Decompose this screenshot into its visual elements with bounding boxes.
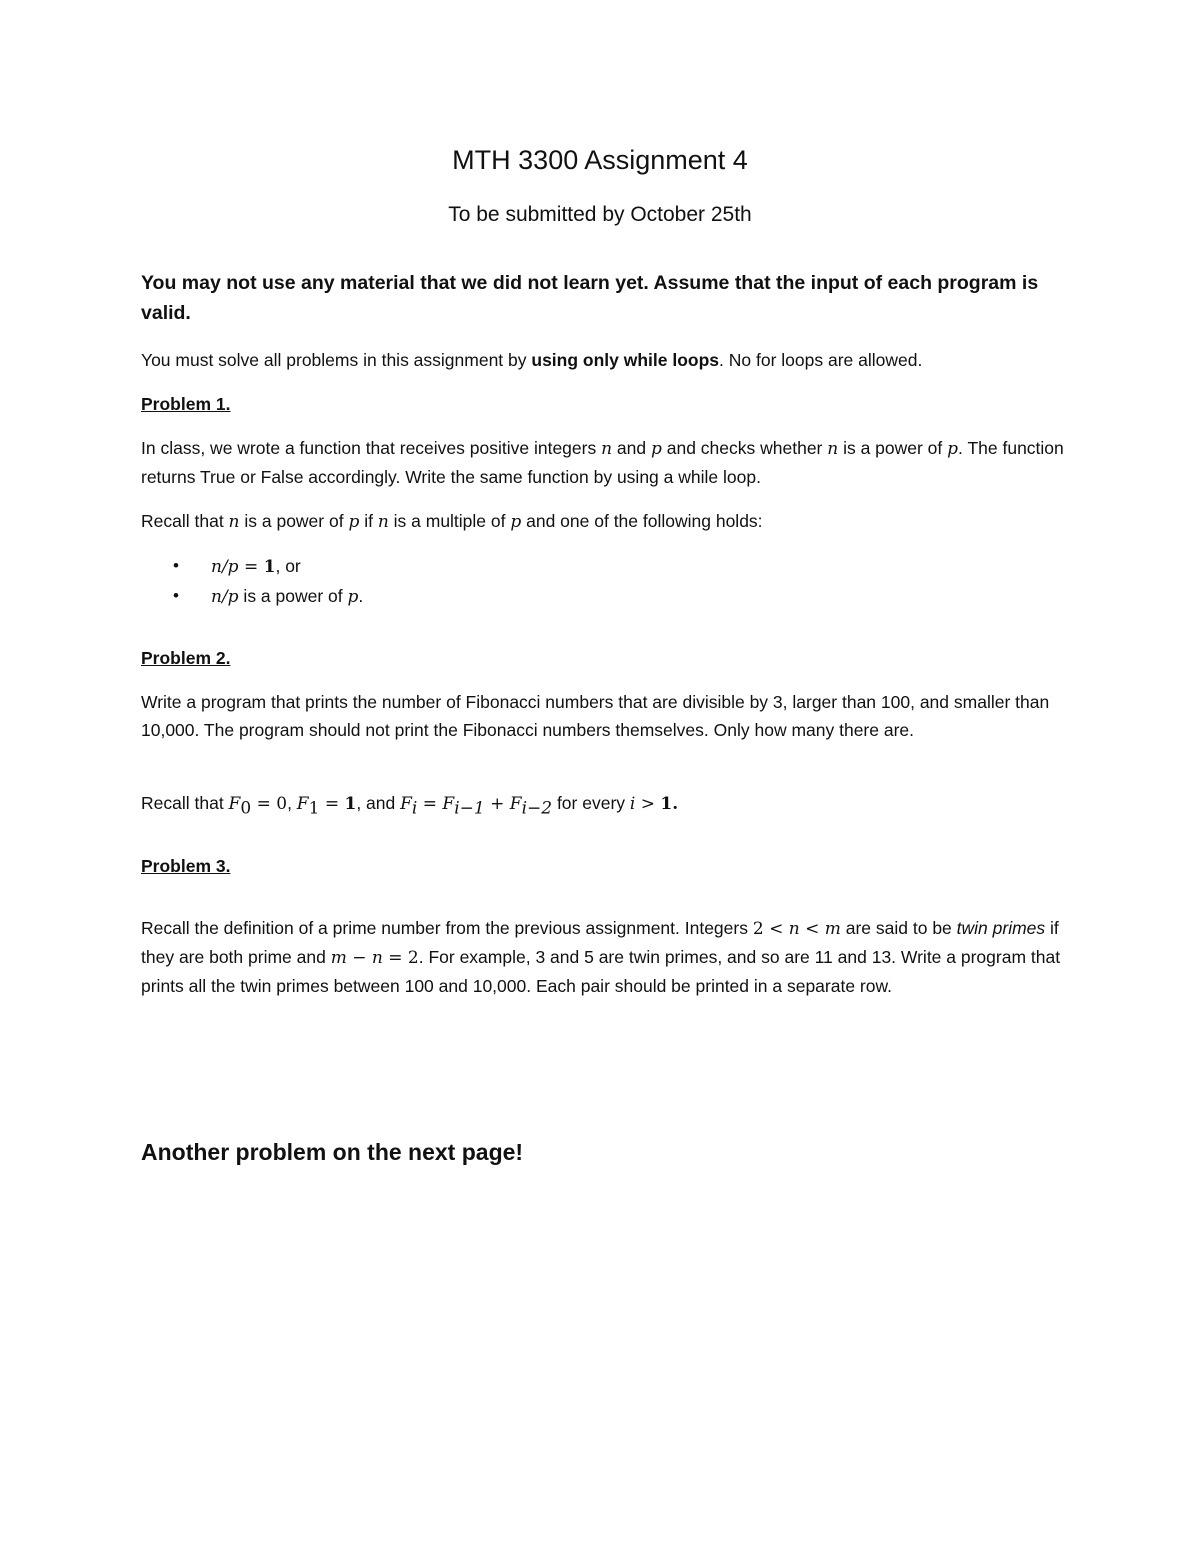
text: and one of the following holds: [521,511,763,531]
rule-paragraph [141,346,1066,374]
math-F: F [509,794,522,814]
bullet-icon: • [173,556,179,575]
text: if [359,511,378,531]
text: if they are both prime and [141,918,1059,967]
math-F: F [442,794,455,814]
problem-1-recall [141,507,1066,536]
math-lt: < [799,919,825,939]
math-eq: = [251,794,277,814]
math-value: 1 [344,794,357,814]
math-expr: n/p [211,587,239,607]
problem-1-paragraph [141,434,1066,491]
page-title: MTH 3300 Assignment 4 [452,145,748,175]
math-n: n [601,439,613,459]
math-lt: < [763,919,789,939]
bullet-text [211,582,363,611]
text: , and [356,793,401,813]
math-p: p [947,439,959,459]
intro-paragraph: You may not use any material that we did not learn yet. Assume that the input of each program is valid. [141,272,1039,324]
text: In class, we wrote a function that receives positive integers [141,438,602,458]
text: for every [552,793,630,813]
math-n: n [377,512,389,532]
math-sub: i−2 [521,798,553,819]
math-n: n [827,439,839,459]
rule-emphasis: using only while loops [531,350,720,370]
text: , or [275,556,301,576]
math-sub: i [411,798,418,819]
math-n: n [788,919,800,939]
math-eq: = [319,794,345,814]
math-p: p [347,587,359,607]
math-one: 1 [263,557,276,577]
text: Recall the definition of a prime number from the previous assignment. Integers [141,918,753,938]
math-n: n [371,948,383,968]
text: . The function returns True or False accordingly. Write the same function by using a while loop. [141,438,1064,487]
math-sub: i−1 [454,798,485,819]
math-F: F [400,794,412,814]
page-subtitle: To be submitted by October 25th [448,203,752,226]
math-minus: − [346,948,372,968]
problem-1-heading: Problem 1. [141,394,231,414]
problem-3-heading: Problem 3. [141,856,231,876]
math-p: p [650,439,662,459]
math-p: p [348,512,360,532]
math-eq: = [238,557,264,577]
math-two: 2 [407,948,419,968]
text: . For example, 3 and 5 are twin primes, and so are 11 and 13. Write a program that prints all the twin primes between 100 and 10,000. Each pair should be printed in a separate row. [141,947,1061,996]
math-i: i [629,794,636,814]
text: . [358,586,364,606]
problem-3-paragraph [141,914,1066,1000]
text: are said to be [840,918,957,938]
rule-text-end: . No for loops are allowed. [719,350,923,370]
math-two: 2 [752,919,764,939]
math-p: p [510,512,522,532]
text: is a power of [838,438,948,458]
text: Recall that [141,511,229,531]
math-value: 0 [276,794,288,814]
text: is a multiple of [388,511,511,531]
math-m: m [330,948,347,968]
rule-text: You must solve all problems in this assignment by [141,350,532,370]
problem-2-heading: Problem 2. [141,648,231,668]
math-sub: 1 [308,798,320,819]
text: and [612,438,651,458]
text: . [672,794,679,814]
math-n: n [228,512,240,532]
text: Recall that [141,793,229,813]
text: , [287,793,297,813]
math-F: F [228,794,241,814]
problem-2-recall [141,789,1066,818]
bullet-icon: • [173,586,179,605]
math-sub: 0 [240,798,252,819]
next-page-note: Another problem on the next page! [141,1139,524,1165]
math-plus: + [484,794,510,814]
problem-2-paragraph: Write a program that prints the number of Fibonacci numbers that are divisible by 3, larger than 100, and smaller than 10,000. The program should not print the Fibonacci numbers themselves. Only how many there are. [141,692,1050,740]
math-F: F [296,794,309,814]
math-eq: = [417,794,443,814]
text: is a power of [238,586,348,606]
text: and checks whether [661,438,828,458]
math-gt: > [635,794,661,814]
text: is a power of [239,511,349,531]
math-expr: n/p [211,557,239,577]
math-one: 1 [660,794,673,814]
term-twin-primes: twin primes [956,918,1046,938]
bullet-text [211,552,301,581]
math-eq: = [382,948,408,968]
math-m: m [824,919,841,939]
